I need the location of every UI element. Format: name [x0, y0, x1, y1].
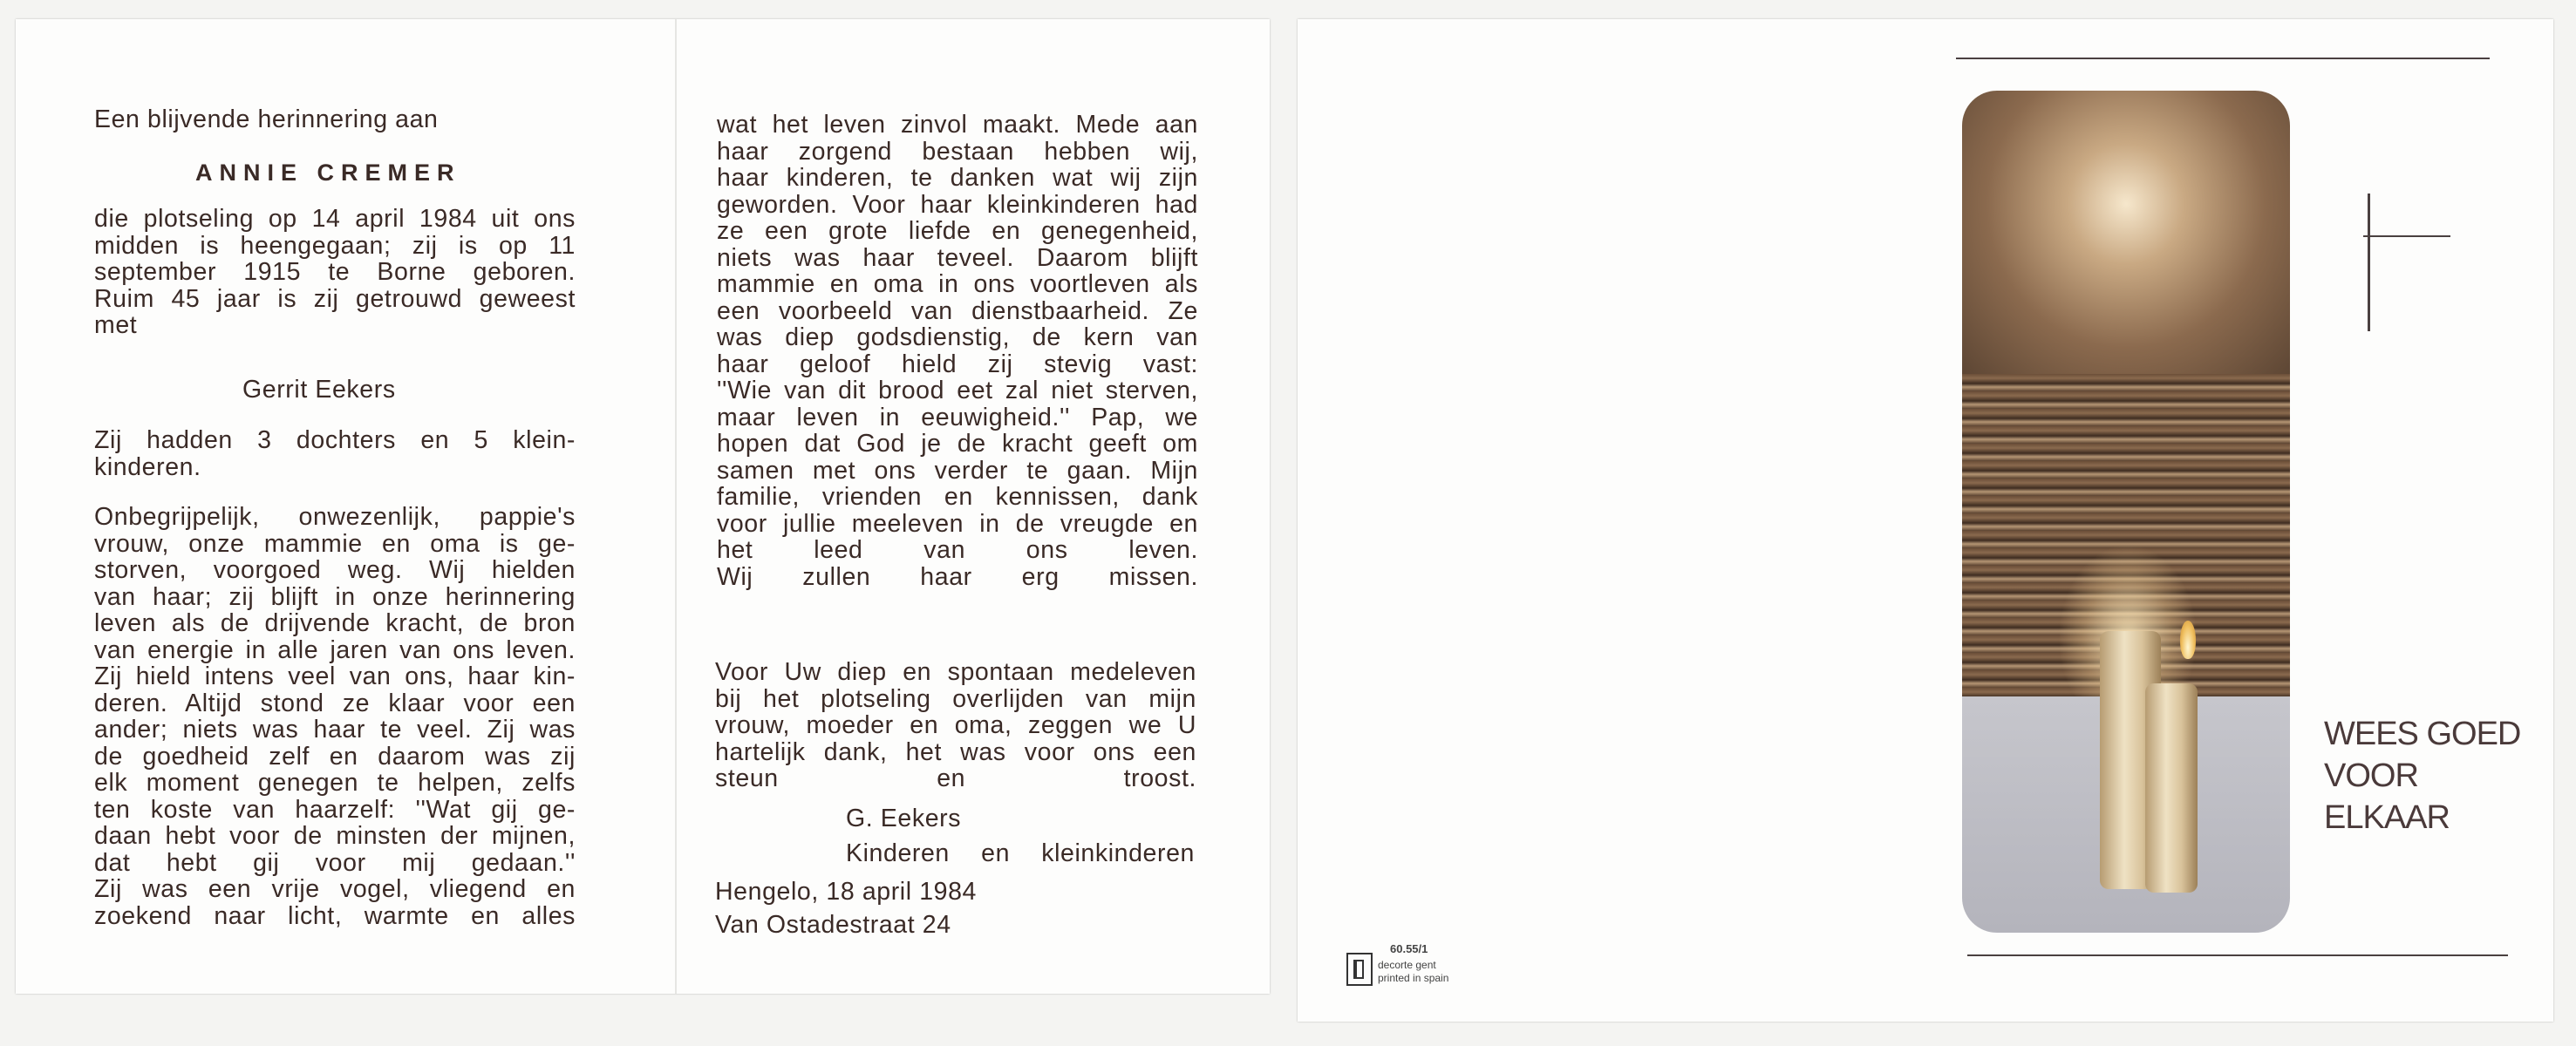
- children-line: Zij hadden 3 dochters en 5 klein-: [94, 426, 576, 454]
- tribute-line: elk moment genegen te helpen, zelfs: [94, 769, 576, 797]
- print-code: 60.55/1: [1390, 942, 1428, 955]
- continuation-paragraph: [717, 112, 1198, 590]
- heading: Een blijvende herinnering aan: [94, 105, 439, 133]
- cross-icon: [2368, 194, 2370, 331]
- motto-line-2: VOOR: [2324, 757, 2418, 794]
- children-paragraph: [94, 427, 576, 480]
- thanks-paragraph: [715, 659, 1196, 792]
- flame: [2180, 621, 2196, 659]
- signer: G. Eekers: [846, 805, 962, 832]
- continuation-line: haar zorgend bestaan hebben wij,: [717, 137, 1198, 166]
- tribute-paragraph: [94, 504, 576, 929]
- bottom-rule: [1967, 954, 2508, 956]
- tribute-line: vrouw, onze mammie en oma is ge-: [94, 529, 576, 558]
- thanks-line: Voor Uw diep en spontaan medeleven: [715, 658, 1196, 686]
- continuation-line: niets was haar teveel. Daarom blijft: [717, 243, 1198, 272]
- motto-line-3: ELKAAR: [2324, 799, 2450, 836]
- card-fold: [675, 19, 677, 994]
- thanks-line: bij het plotseling overlijden van mijn: [715, 684, 1196, 713]
- continuation-line: haar geloof hield zij stevig vast:: [717, 350, 1198, 378]
- cross-icon-bar: [2363, 235, 2450, 237]
- tribute-line: zoekend naar licht, warmte en alles: [94, 901, 576, 930]
- intro-line: september 1915 te Borne geboren.: [94, 258, 576, 286]
- tribute-line: Onbegrijpelijk, onwezenlijk, pappie's: [94, 503, 576, 531]
- continuation-line: familie, vrienden en kennissen, dank: [717, 483, 1198, 511]
- continuation-line: Wij zullen haar erg missen.: [717, 562, 1198, 591]
- continuation-line: voor jullie meeleven in de vreugde en: [717, 509, 1198, 538]
- tribute-line: van haar; zij blijft in onze herinnering: [94, 582, 576, 611]
- thanks-line: steun en troost.: [715, 764, 1196, 792]
- intro-line: die plotseling op 14 april 1984 uit ons: [94, 205, 576, 233]
- publisher: decorte gent: [1378, 959, 1436, 971]
- continuation-line: haar kinderen, te danken wat wij zijn: [717, 164, 1198, 192]
- place-date: Hengelo, 18 april 1984: [715, 878, 977, 906]
- publisher-logo-icon: [1346, 953, 1373, 986]
- continuation-line: maar leven in eeuwigheid.'' Pap, we: [717, 403, 1198, 431]
- tribute-line: dat hebt gij voor mij gedaan.'': [94, 848, 576, 877]
- address: Van Ostadestraat 24: [715, 911, 951, 939]
- front-card: [1298, 19, 2553, 1022]
- sky: [1962, 91, 2290, 374]
- deceased-name: ANNIE CREMER: [195, 160, 461, 186]
- tribute-line: storven, voorgoed weg. Wij hielden: [94, 556, 576, 584]
- continuation-line: mammie en oma in ons voortleven als: [717, 270, 1198, 298]
- printed-in: printed in spain: [1378, 972, 1449, 984]
- intro-line: midden is heengegaan; zij is op 11: [94, 231, 576, 260]
- continuation-line: een voorbeeld van dienstbaarheid. Ze: [717, 296, 1198, 325]
- tribute-line: Zij hield intens veel van ons, haar kin-: [94, 662, 576, 690]
- motto-line-1: WEES GOED: [2324, 716, 2521, 752]
- tribute-line: ten koste van haarzelf: ''Wat gij ge-: [94, 795, 576, 824]
- candle-front: [2145, 683, 2198, 893]
- spouse-name: Gerrit Eekers: [242, 376, 396, 404]
- tribute-line: ander; niets was haar te veel. Zij was: [94, 716, 576, 744]
- intro-line: Ruim 45 jaar is zij getrouwd geweest: [94, 284, 576, 313]
- continuation-line: geworden. Voor haar kleinkinderen had: [717, 190, 1198, 219]
- continuation-line: ''Wie van dit brood eet zal niet sterven,: [717, 377, 1198, 404]
- intro-line: met: [94, 311, 138, 339]
- thanks-line: vrouw, moeder en oma, zeggen we U: [715, 711, 1196, 739]
- continuation-line: samen met ons verder te gaan. Mijn: [717, 456, 1198, 485]
- continuation-line: het leed van ons leven.: [717, 536, 1198, 564]
- thanks-line: hartelijk dank, het was voor ons een: [715, 737, 1196, 766]
- candle-seascape-image: [1962, 91, 2290, 933]
- intro-paragraph: [94, 206, 576, 339]
- tribute-line: deren. Altijd stond ze klaar voor een: [94, 689, 576, 717]
- children-line: kinderen.: [94, 452, 201, 481]
- tribute-line: van energie in alle jaren van ons leven.: [94, 635, 576, 664]
- tribute-line: daan hebt voor de minsten der mijnen,: [94, 822, 576, 850]
- tribute-line: Zij was een vrije vogel, vliegend en: [94, 875, 576, 903]
- continuation-line: hopen dat God je de kracht geeft om: [717, 430, 1198, 458]
- tribute-line: de goedheid zelf en daarom was zij: [94, 742, 576, 771]
- top-rule: [1956, 58, 2490, 59]
- signer-family: Kinderen en kleinkinderen: [846, 839, 1195, 867]
- continuation-line: was diep godsdienstig, de kern van: [717, 323, 1198, 351]
- tribute-line: leven als de drijvende kracht, de bron: [94, 609, 576, 637]
- continuation-line: ze een grote liefde en genegenheid,: [717, 217, 1198, 245]
- continuation-line: wat het leven zinvol maakt. Mede aan: [717, 111, 1198, 139]
